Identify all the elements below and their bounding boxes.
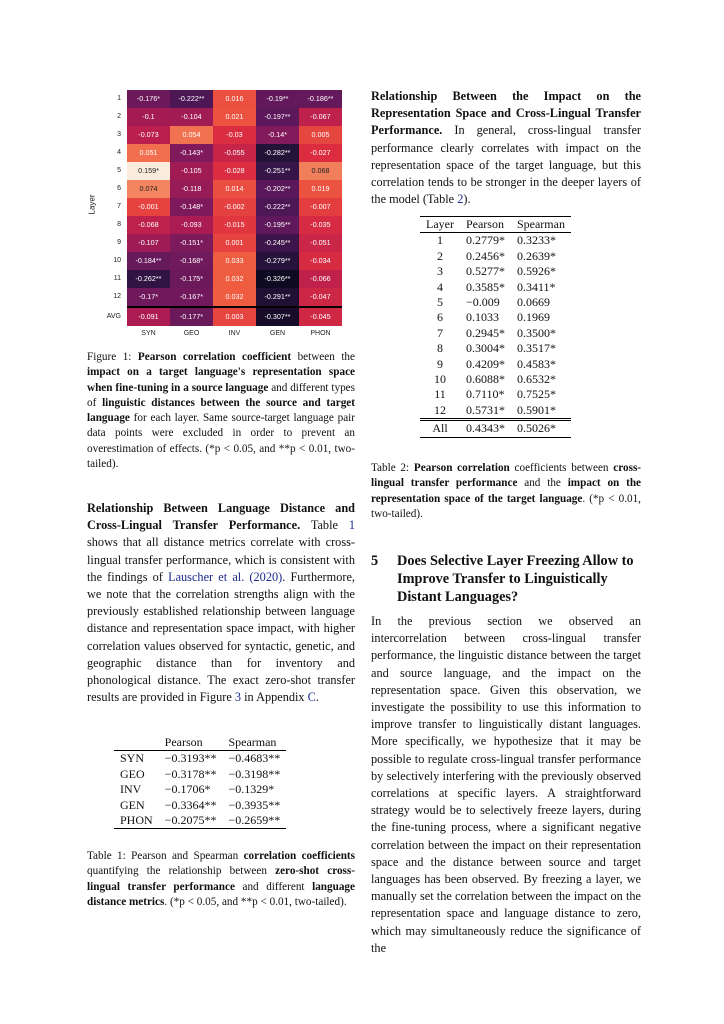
table-cell: 0.3233* [516, 233, 556, 248]
table-row [114, 767, 286, 782]
heatmap-cell: 0.032 [213, 288, 256, 306]
heatmap-row [117, 180, 342, 198]
heatmap-cell: -0.186** [299, 90, 342, 108]
table-cell: 0.3517* [516, 341, 556, 356]
table-row [114, 798, 286, 813]
paragraph-language-distance [87, 500, 355, 706]
table-cell: −0.2075** [164, 813, 217, 828]
heatmap-cell: -0.035 [299, 216, 342, 234]
citation-link[interactable]: Lauscher et al. (2020) [168, 569, 283, 584]
table-cell: Pearson [465, 217, 504, 231]
table-cell: 0.5926* [516, 264, 556, 279]
text: and different types of [87, 381, 355, 409]
figure-1-label: Figure 1: [87, 351, 132, 363]
section-5-heading [371, 552, 641, 606]
section-title: Does Selective Layer Freezing Allow to Improve Transfer to Linguistically Distant Languages? [397, 553, 634, 605]
table-cell: PHON [120, 813, 153, 828]
heatmap-cell: -0.245** [256, 234, 299, 252]
table-cell: 0.5277* [465, 264, 505, 279]
heatmap-row-label: 2 [117, 113, 121, 120]
heatmap-x-label: GEN [269, 330, 286, 337]
table-cell: −0.3935** [228, 797, 281, 812]
text: Pearson correlation [413, 462, 510, 474]
table-row [420, 341, 571, 356]
table-cell: −0.3198** [228, 766, 281, 781]
text: between the [291, 351, 355, 363]
table-cell: 8 [436, 341, 443, 356]
table-1 [114, 735, 286, 829]
table-row [420, 249, 571, 264]
table-cell: 0.5901* [516, 402, 556, 417]
heatmap-cell: -0.002 [213, 198, 256, 216]
text: and the [517, 477, 568, 490]
paragraph-heading: Relationship Between the Impact on the Representation Space and Cross-Lingual Transfer Performance. [371, 89, 641, 138]
heatmap-cell: -0.034 [299, 252, 342, 270]
heatmap-cell: 0.001 [213, 234, 256, 252]
table-cell: 4 [436, 279, 443, 294]
heatmap-row [113, 252, 342, 270]
heatmap-row-label: 11 [113, 275, 121, 282]
heatmap-cell: 0.016 [213, 90, 256, 108]
heatmap-row-label: 10 [113, 257, 121, 264]
table-row [114, 751, 286, 767]
heatmap-x-label: PHON [310, 330, 331, 337]
table-cell: 0.1033 [465, 310, 499, 325]
heatmap-cell: -0.028 [213, 162, 256, 180]
heatmap-cell: -0.326** [256, 270, 299, 288]
table-cell: 0.4343* [465, 421, 505, 436]
table-cell: −0.009 [465, 295, 500, 310]
heatmap-row-label: 3 [117, 131, 121, 138]
heatmap-cell: -0.307** [256, 308, 299, 326]
heatmap-row [113, 288, 342, 306]
table-2-label: Table 2: [371, 462, 410, 474]
text: Pearson and Spearman [125, 850, 244, 862]
heatmap-cell: -0.168* [170, 252, 213, 270]
table-cell: 0.6532* [516, 372, 556, 387]
text: impact on a target language's representation space when fine-tuning in a source language [87, 366, 355, 394]
heatmap-x-label: INV [228, 330, 241, 337]
appendix-c-ref-link[interactable]: C [307, 690, 316, 705]
table-cell: 3 [436, 264, 443, 279]
heatmap-cell: -0.176* [127, 90, 170, 108]
text: coefficients between [509, 462, 614, 474]
table-row [420, 310, 571, 325]
heatmap-cell: -0.03 [213, 126, 256, 144]
text: shows that all distance metrics correlate with cross-lingual transfer performance, which is consistent with the findings of [87, 535, 355, 584]
heatmap-row-label: 4 [117, 149, 121, 156]
heatmap-cell: 0.054 [170, 126, 213, 144]
table-cell: 0.5731* [465, 402, 505, 417]
heatmap-cell: -0.251** [256, 162, 299, 180]
table-cell: 2 [436, 248, 443, 263]
heatmap-cell: -0.14* [256, 126, 299, 144]
table-row [420, 264, 571, 279]
table-cell: SYN [120, 751, 145, 766]
table-cell: 0.6088* [465, 372, 505, 387]
heatmap-cell: 0.051 [127, 144, 170, 162]
heatmap-cell: -0.073 [127, 126, 170, 144]
figure-3-ref-link[interactable]: 3 [234, 690, 242, 705]
heatmap-cell: -0.118 [170, 180, 213, 198]
heatmap-row-label: 9 [117, 239, 121, 246]
heatmap-cell: -0.104 [170, 108, 213, 126]
text: In general, cross-lingual transfer performance clearly correlates with impact on the representation space of the target language, but this correlation tends to be stronger in the deeper layers of the model (Table [371, 123, 641, 207]
table-cell: 0.3411* [516, 279, 556, 294]
heatmap-cell: -0.197** [256, 108, 299, 126]
text: linguistic distances between the source and target language [87, 396, 355, 425]
heatmap-cell: 0.159* [127, 162, 170, 180]
figure-1-heatmap [80, 88, 350, 343]
heatmap-x-label: GEO [183, 330, 200, 337]
table-row [420, 357, 571, 372]
text: . (*p < 0.01, two-tailed). [371, 492, 641, 520]
table-row [420, 372, 571, 387]
table-cell: 0.1969 [516, 310, 550, 325]
table-row [420, 280, 571, 295]
table-cell: 0.2639* [516, 248, 556, 263]
heatmap-cell: -0.068 [127, 216, 170, 234]
heatmap-cell: -0.143* [170, 144, 213, 162]
table-cell: −0.4683** [228, 751, 281, 766]
table-cell: Spearman [228, 735, 277, 749]
text: . Furthermore, we note that the correlation strengths align with the previously established relationship between language distance and representation space impact, with higher correlation values observed for syntactic, genetic, and geographic distance than for inventory and phonological distance. The exact zero-shot transfer results are provided in Figure [87, 569, 355, 705]
table-cell: 10 [433, 372, 446, 387]
heatmap-cell: -0.151* [170, 234, 213, 252]
heatmap-cell: -0.047 [299, 288, 342, 306]
table-cell: −0.1329* [228, 782, 275, 797]
table-row [420, 326, 571, 341]
heatmap-cell: -0.007 [299, 198, 342, 216]
paragraph-heading: Relationship Between Language Distance and Cross-Lingual Transfer Performance. [87, 501, 355, 533]
heatmap-x-axis-labels [127, 330, 342, 337]
heatmap-cell: 0.032 [213, 270, 256, 288]
heatmap-cell: 0.005 [299, 126, 342, 144]
table-cell: 12 [433, 402, 446, 417]
heatmap-row [117, 234, 342, 252]
table-row [420, 387, 571, 402]
text: . [315, 690, 319, 705]
heatmap-row-label: 7 [117, 203, 121, 210]
table-cell: INV [120, 782, 142, 797]
heatmap-x-label: SYN [141, 330, 156, 337]
heatmap-row-label: 12 [113, 293, 121, 300]
heatmap-cell: -0.167* [170, 288, 213, 306]
heatmap-cell: 0.003 [213, 308, 256, 326]
heatmap-cell: -0.202** [256, 180, 299, 198]
table-1-ref-link[interactable]: 1 [348, 518, 355, 533]
heatmap-row [117, 162, 342, 180]
heatmap-cell: -0.175* [170, 270, 213, 288]
table-cell: 0.2456* [465, 248, 505, 263]
heatmap-cell: -0.045 [299, 308, 342, 326]
text: zero-shot cross-lingual transfer performance [87, 865, 355, 893]
text: ). [463, 192, 471, 207]
table-row [420, 233, 571, 249]
table-cell: 0.4583* [516, 356, 556, 371]
table-cell: GEO [120, 766, 145, 781]
heatmap-cell: 0.068 [299, 162, 342, 180]
table-cell: −0.3193** [164, 751, 217, 766]
table-cell: 0.0669 [516, 295, 550, 310]
text: language distance metrics [87, 880, 355, 908]
text: and different [234, 880, 313, 893]
table-2-ref-link[interactable]: 2 [457, 192, 464, 207]
text: impact on the representation space of the target language [371, 477, 642, 505]
heatmap-cell: 0.019 [299, 180, 342, 198]
heatmap-row-label: 8 [117, 221, 121, 228]
heatmap-cell: -0.091 [127, 308, 170, 326]
table-row [114, 782, 286, 797]
table-cell: 0.3500* [516, 325, 556, 340]
heatmap-row [117, 126, 342, 144]
heatmap-row-label: 1 [117, 95, 121, 102]
heatmap-cell: -0.177* [170, 308, 213, 326]
heatmap-cell: -0.051 [299, 234, 342, 252]
table-cell: −0.2659** [228, 813, 281, 828]
table-cell: 5 [436, 295, 443, 310]
table-cell: All [432, 421, 448, 436]
table-cell: 0.2779* [465, 233, 505, 248]
section-number: 5 [371, 553, 379, 569]
heatmap-row-label: 5 [117, 167, 121, 174]
heatmap-cell: 0.033 [213, 252, 256, 270]
heatmap-cell: -0.105 [170, 162, 213, 180]
heatmap-row-label: AVG [106, 313, 121, 320]
table-cell: −0.3178** [164, 766, 217, 781]
text: for each layer. Same source-target language pair data points were excluded in order to prevent an overestimation of effects. (*p < 0.05, and **p < 0.01, two-tailed). [87, 412, 355, 471]
table-cell: 11 [434, 387, 446, 402]
heatmap-cell: -0.222** [170, 90, 213, 108]
heatmap-row [117, 108, 342, 126]
heatmap-row [117, 90, 342, 108]
text: Pearson correlation coefficient [137, 351, 292, 363]
heatmap-grid [106, 90, 342, 337]
heatmap-cell: -0.222** [256, 198, 299, 216]
table-cell: 0.3004* [465, 341, 505, 356]
table-cell: −0.1706* [164, 782, 211, 797]
table-1-caption [87, 849, 355, 910]
table-cell: Layer [426, 217, 454, 231]
table-1-label: Table 1: [87, 850, 126, 862]
heatmap-row-label: 6 [117, 185, 121, 192]
heatmap-cell: -0.015 [213, 216, 256, 234]
heatmap-cell: -0.262** [127, 270, 170, 288]
table-cell: −0.3364** [164, 797, 217, 812]
table-cell: 9 [436, 356, 443, 371]
table-row [114, 813, 286, 829]
heatmap-cell: -0.279** [256, 252, 299, 270]
table-cell: 6 [436, 310, 443, 325]
table-cell: Spearman [516, 217, 565, 231]
heatmap-cell: -0.19** [256, 90, 299, 108]
heatmap-cell: -0.1 [127, 108, 170, 126]
paragraph-representation-impact [371, 88, 641, 208]
heatmap-cell: -0.067 [299, 108, 342, 126]
heatmap-row [117, 144, 342, 162]
heatmap-cell: -0.055 [213, 144, 256, 162]
table-2-caption [371, 461, 641, 522]
text: . (*p < 0.05, and **p < 0.01, two-tailed). [164, 895, 347, 908]
table-row [420, 295, 571, 310]
heatmap-cell: -0.093 [170, 216, 213, 234]
table-row [420, 403, 571, 420]
table-cell: 0.3585* [465, 279, 505, 294]
heatmap-cell: -0.066 [299, 270, 342, 288]
text: quantifying the relationship between [87, 865, 276, 878]
figure-1-caption-text [87, 351, 355, 470]
heatmap-cell: 0.014 [213, 180, 256, 198]
table-cell: GEN [120, 797, 145, 812]
heatmap-cell: -0.027 [299, 144, 342, 162]
heatmap-row [117, 198, 342, 216]
table-cell: 1 [436, 233, 443, 248]
heatmap-cell: -0.17* [127, 288, 170, 306]
table-cell: 0.4209* [465, 356, 505, 371]
table-cell: 7 [436, 325, 443, 340]
text: cross-lingual transfer performance [371, 462, 642, 490]
figure-1-caption [87, 350, 355, 472]
heatmap-cell: 0.074 [127, 180, 170, 198]
heatmap-row [117, 216, 342, 234]
table-2 [420, 216, 571, 438]
heatmap-cell: -0.148* [170, 198, 213, 216]
heatmap-cell: 0.021 [213, 108, 256, 126]
table-cell: Pearson [164, 735, 203, 749]
heatmap-cell: -0.282** [256, 144, 299, 162]
text: Table [300, 518, 349, 533]
table-cell [114, 735, 159, 751]
heatmap-row [113, 270, 342, 288]
heatmap-cell: -0.001 [127, 198, 170, 216]
section-5-body: In the previous section we observed an intercorrelation between cross-lingual transfer performance, the linguistic distance between the target and source language, and the impact on the representation space. Given this observation, we investigate the possibility to use this information to improve transfer to linguistically distant languages. More specifically, we hypothesize that it may be possible to regulate cross-lingual transfer performance by selectively interfering with the previously observed correlations at specific layers. A straightforward strategy would be to selectively freeze layers, during the fine-tuning process, where a significant negative correlation between the impact on their representation space and the distance between source and target languages has been observed. By freezing a layer, we manually set the correlation between the impact on the representation space and language distance to zero, which may simultaneously reduce the significance of the [371, 614, 641, 955]
text: correlation coefficients [243, 850, 356, 862]
heatmap-cell: -0.195** [256, 216, 299, 234]
table-cell: 0.2945* [465, 325, 505, 340]
heatmap-cell: -0.107 [127, 234, 170, 252]
table-cell: 0.7525* [516, 387, 556, 402]
table-cell: 0.7110* [465, 387, 505, 402]
heatmap-cell: -0.184** [127, 252, 170, 270]
heatmap-row [106, 306, 342, 326]
text: in Appendix [241, 690, 308, 705]
heatmap-y-axis-label: Layer [87, 194, 97, 215]
heatmap-cell: -0.291** [256, 288, 299, 306]
table-cell: 0.5026* [516, 421, 556, 436]
